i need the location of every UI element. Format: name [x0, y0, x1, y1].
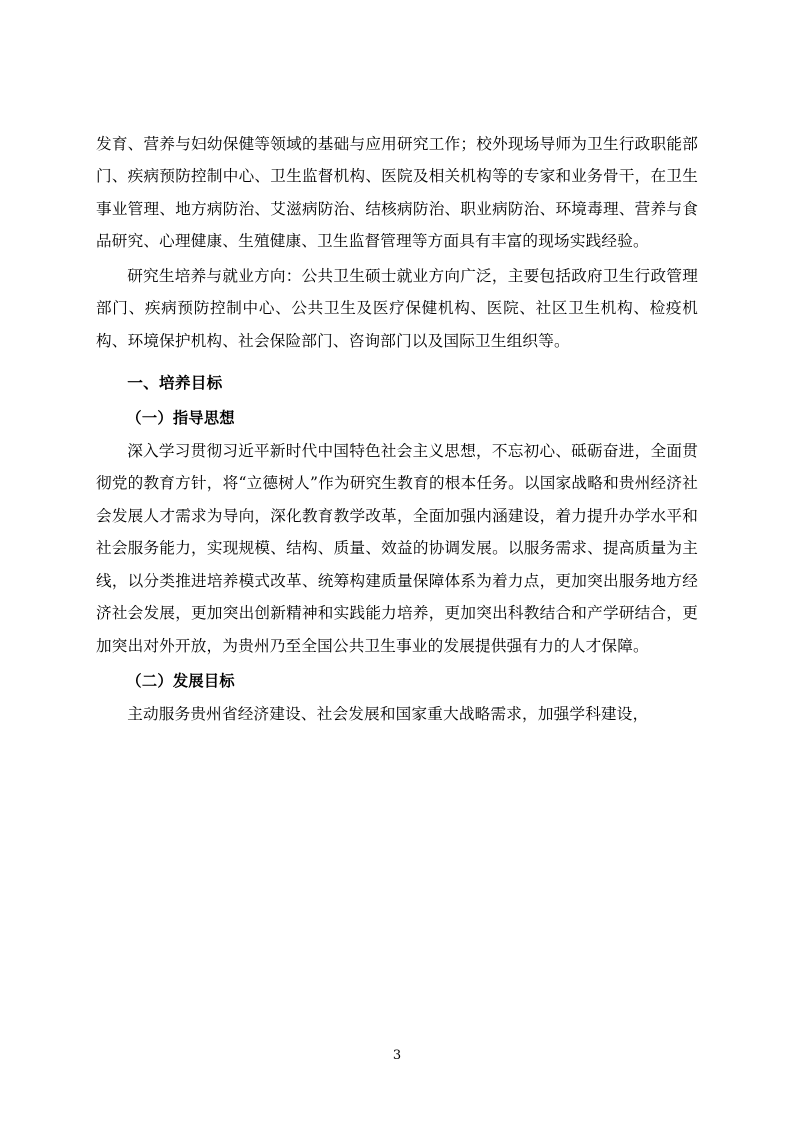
paragraph-continuation: 发育、营养与妇幼保健等领域的基础与应用研究工作；校外现场导师为卫生行政职能部门、疾病预防控制中心、卫生监督机构、医院及相关机构等的专家和业务骨干，在卫生事业管理、地方病防治、艾滋病防治、结核病防治、职业病防治、环境毒理、营养与食品研究、心理健康、生殖健康、卫生监督管理等方面具有丰富的现场实践经验。	[96, 135, 698, 251]
paragraph-career-direction: 研究生培养与就业方向：公共卫生硕士就业方向广泛，主要包括政府卫生行政管理部门、疾病预防控制中心、公共卫生及医疗保健机构、医院、社区卫生机构、检疫机构、环境保护机构、社会保险部门、咨询部门以及国际卫生组织等。	[96, 266, 698, 350]
subsection-heading-guiding-ideology: （一）指导思想	[126, 409, 235, 428]
paragraph-guiding-ideology-body: 深入学习贯彻习近平新时代中国特色社会主义思想，不忘初心、砥砺奋进，全面贯彻党的教育方针，将“立德树人”作为研究生教育的根本任务。以国家战略和贵州经济社会发展人才需求为导向，深化教育教学改革，全面加强内涵建设，着力提升办学水平和社会服务能力，实现规模、结构、质量、效益的协调发展。以服务需求、提高质量为主线，以分类推进培养模式改革、统筹构建质量保障体系为着力点，更加突出服务地方经济社会发展，更加突出创新精神和实践能力培养，更加突出科教结合和产学研结合，更加突出对外开放，为贵州乃至全国公共卫生事业的发展提供强有力的人才保障。	[96, 441, 698, 655]
section-heading-training-goals: 一、培养目标	[127, 373, 223, 392]
page-number: 3	[392, 1048, 402, 1063]
subsection-heading-development-goals: （二）发展目标	[126, 671, 235, 690]
paragraph-development-goals-body: 主动服务贵州省经济建设、社会发展和国家重大战略需求，加强学科建设，	[127, 704, 649, 723]
